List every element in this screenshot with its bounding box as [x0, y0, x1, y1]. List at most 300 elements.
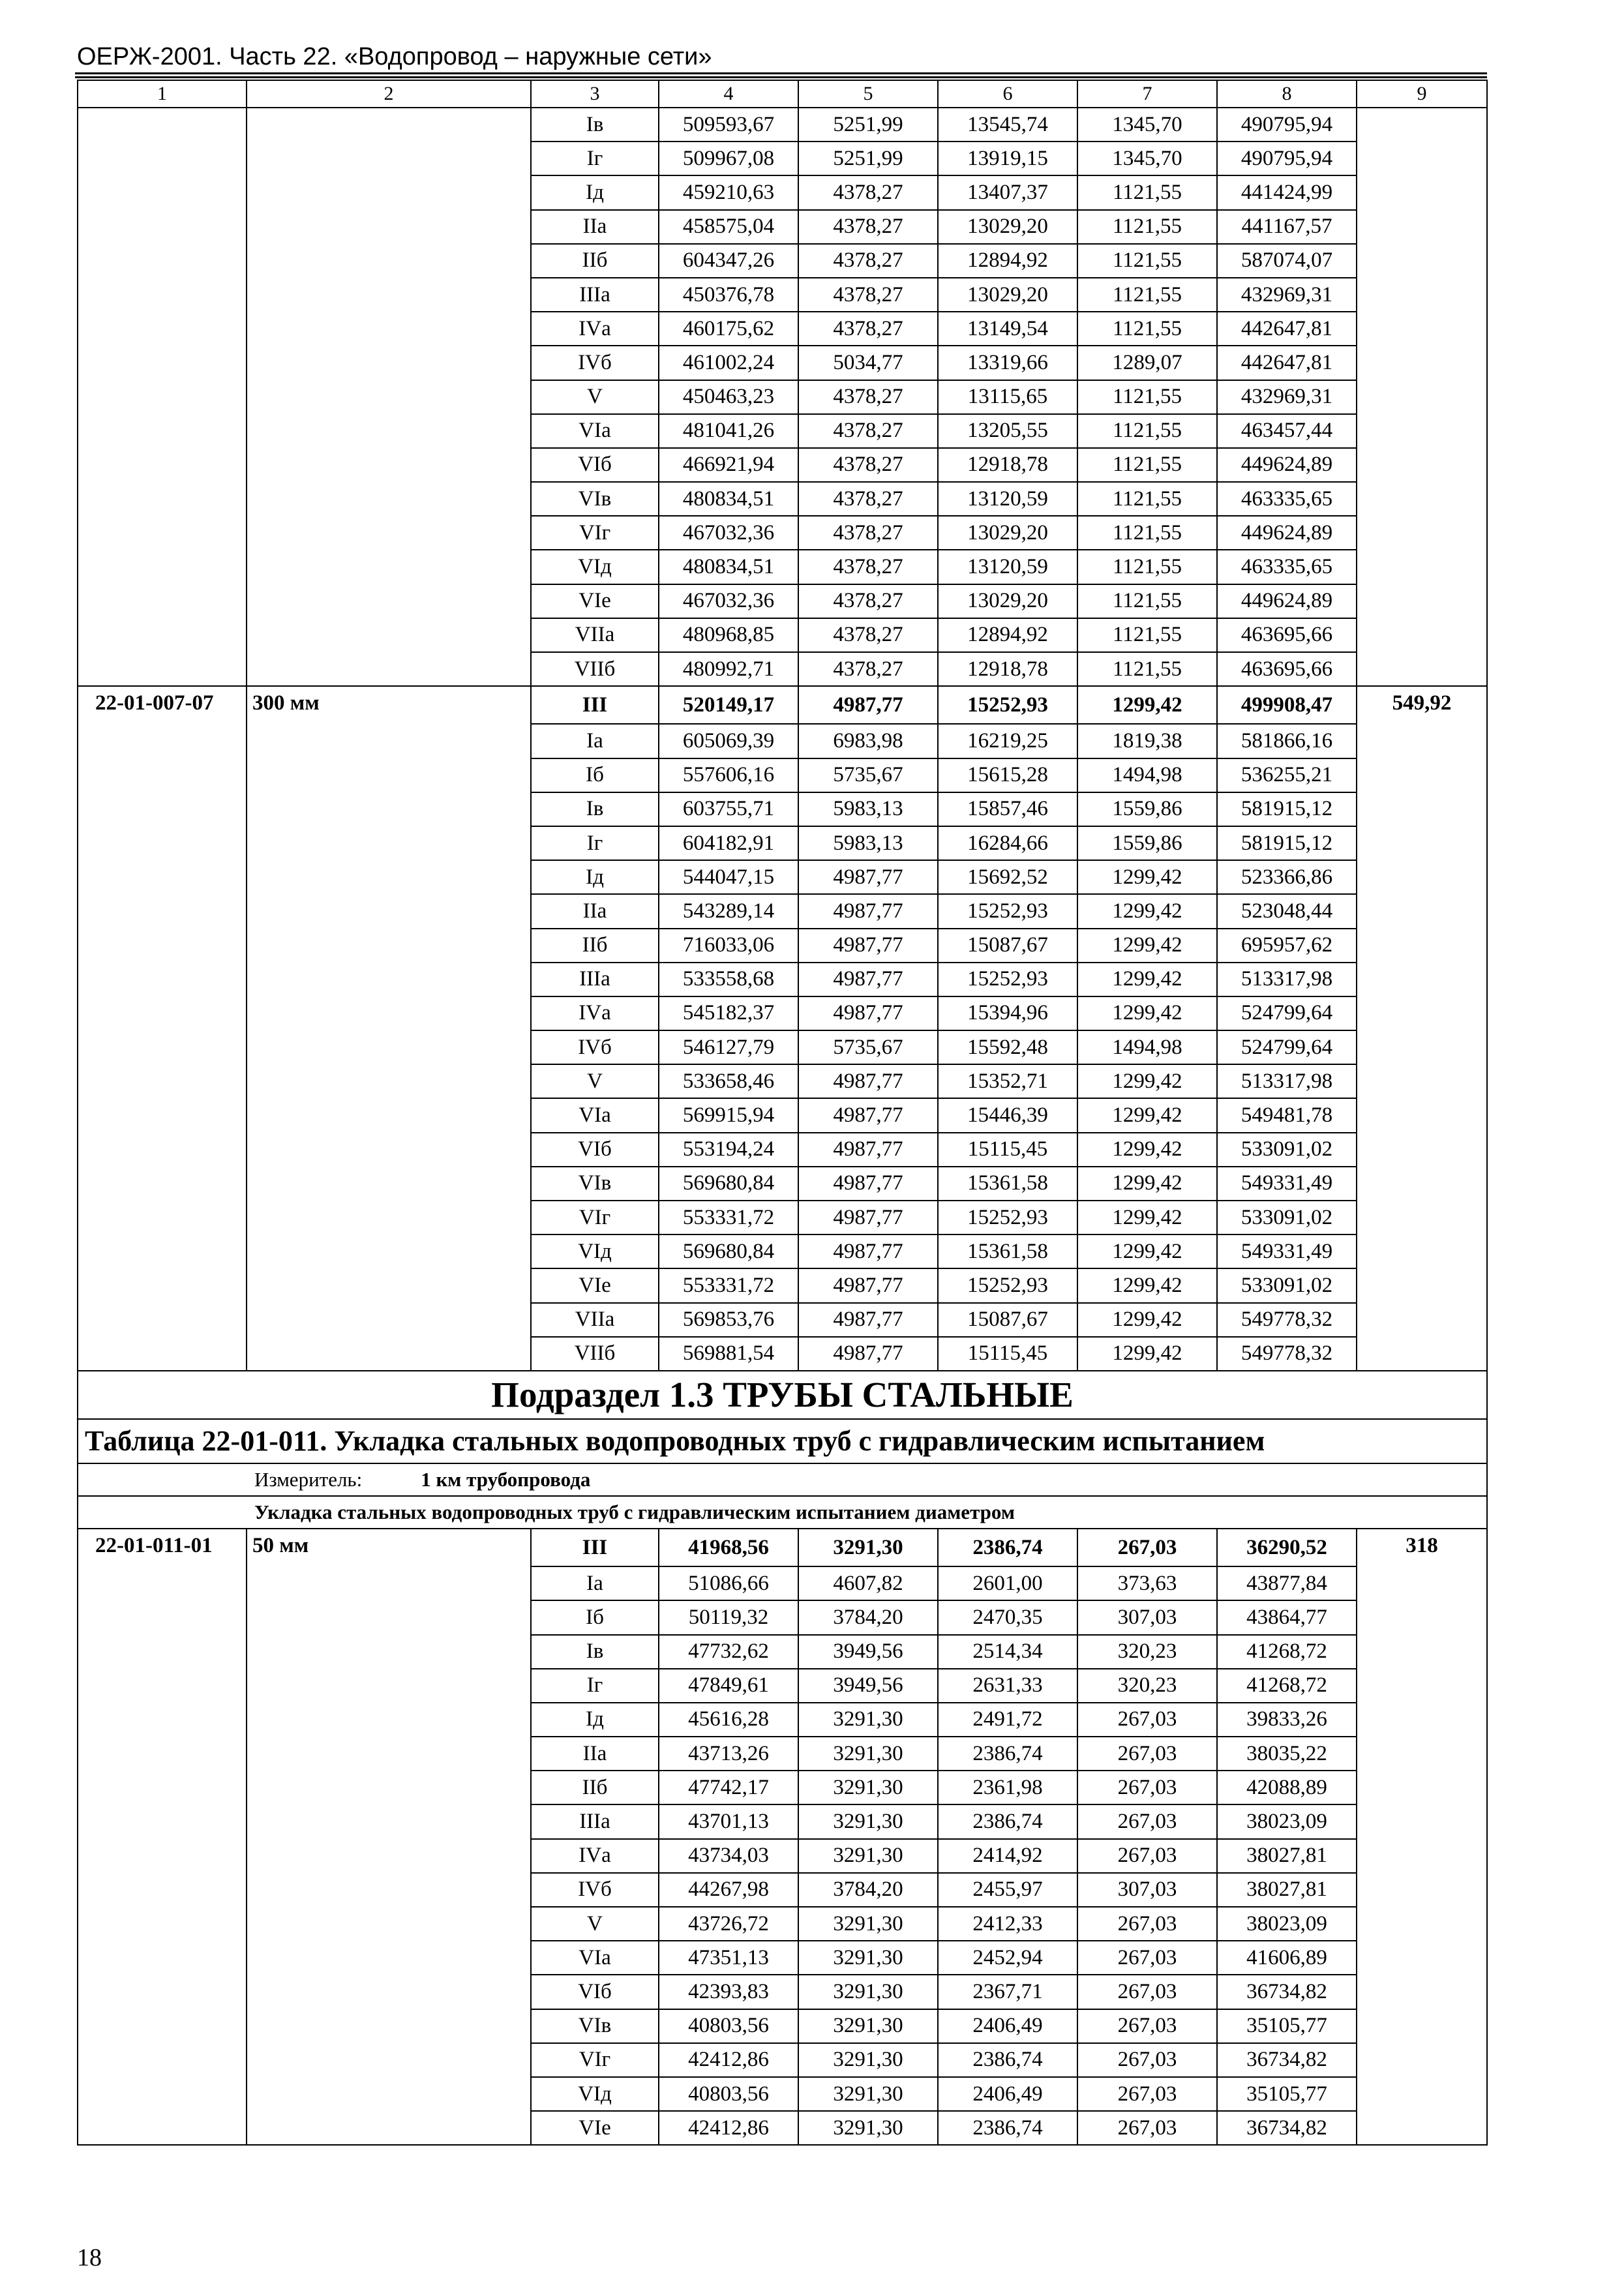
table-row: [78, 2077, 1487, 2111]
header-rule: [75, 76, 1487, 78]
value-cell: 1299,42: [1077, 996, 1217, 1030]
value-cell: 1121,55: [1077, 550, 1217, 584]
col9-cell: [1357, 2077, 1487, 2111]
diameter-cell: [247, 792, 531, 826]
value-cell: 716033,06: [659, 929, 798, 963]
value-cell: 47351,13: [659, 1941, 798, 1975]
value-cell: 1299,42: [1077, 929, 1217, 963]
variant-cell: Iв: [531, 1635, 659, 1669]
value-cell: 41268,72: [1217, 1635, 1357, 1669]
value-cell: 450463,23: [659, 380, 798, 414]
value-cell: 2491,72: [938, 1703, 1077, 1737]
diameter-cell: [247, 2077, 531, 2111]
value-cell: 5251,99: [798, 142, 938, 175]
table-row: [78, 1234, 1487, 1268]
table-row: [78, 2111, 1487, 2145]
diameter-cell: [247, 996, 531, 1030]
variant-cell: Iд: [531, 175, 659, 209]
value-cell: 41606,89: [1217, 1941, 1357, 1975]
code-cell: [78, 1600, 247, 1634]
col9-cell: [1357, 1234, 1487, 1268]
variant-cell: VIд: [531, 550, 659, 584]
value-cell: 509593,67: [659, 108, 798, 142]
value-cell: 450376,78: [659, 278, 798, 312]
value-cell: 569680,84: [659, 1234, 798, 1268]
code-cell: [78, 210, 247, 244]
col9-cell: [1357, 1703, 1487, 1737]
value-cell: 1289,07: [1077, 346, 1217, 380]
variant-cell: VIа: [531, 1098, 659, 1132]
table-row: [78, 1133, 1487, 1167]
diameter-cell: [247, 1064, 531, 1098]
value-cell: 1299,42: [1077, 963, 1217, 996]
value-cell: 320,23: [1077, 1635, 1217, 1669]
value-cell: 15361,58: [938, 1234, 1077, 1268]
col9-cell: [1357, 1030, 1487, 1064]
value-cell: 569853,76: [659, 1303, 798, 1337]
value-cell: 38023,09: [1217, 1804, 1357, 1838]
value-cell: 546127,79: [659, 1030, 798, 1064]
value-cell: 13029,20: [938, 278, 1077, 312]
code-cell: [78, 1771, 247, 1804]
value-cell: 15352,71: [938, 1064, 1077, 1098]
diameter-cell: [247, 448, 531, 482]
code-cell: [78, 1669, 247, 1703]
value-cell: 2367,71: [938, 1975, 1077, 2009]
col9-cell: [1357, 1873, 1487, 1907]
value-cell: 604182,91: [659, 826, 798, 860]
value-cell: 449624,89: [1217, 516, 1357, 550]
col9-cell: [1357, 1064, 1487, 1098]
column-number: 8: [1217, 80, 1357, 108]
value-cell: 4378,27: [798, 516, 938, 550]
value-cell: 523048,44: [1217, 894, 1357, 928]
value-cell: 2386,74: [938, 2043, 1077, 2077]
value-cell: 36734,82: [1217, 2043, 1357, 2077]
value-cell: 549778,32: [1217, 1303, 1357, 1337]
value-cell: 480834,51: [659, 482, 798, 516]
table-row: [78, 414, 1487, 448]
value-cell: 2631,33: [938, 1669, 1077, 1703]
diameter-cell: [247, 1268, 531, 1302]
variant-cell: IIб: [531, 244, 659, 278]
diameter-cell: [247, 1133, 531, 1167]
value-cell: 1121,55: [1077, 584, 1217, 618]
table-row: [78, 963, 1487, 996]
table-row: [78, 550, 1487, 584]
page-number: 18: [77, 2244, 102, 2271]
col9-cell: [1357, 758, 1487, 792]
table-row: [78, 1064, 1487, 1098]
value-cell: 15252,93: [938, 963, 1077, 996]
value-cell: 267,03: [1077, 1529, 1217, 1566]
value-cell: 544047,15: [659, 860, 798, 894]
table-row: [78, 482, 1487, 516]
col9-cell: [1357, 142, 1487, 175]
table-row: [78, 1201, 1487, 1234]
table-row: [78, 244, 1487, 278]
diameter-cell: [247, 1098, 531, 1132]
value-cell: 267,03: [1077, 1737, 1217, 1771]
diameter-cell: [247, 724, 531, 758]
column-number: 4: [659, 80, 798, 108]
code-cell: [78, 584, 247, 618]
value-cell: 36734,82: [1217, 2111, 1357, 2145]
table-row: [78, 860, 1487, 894]
value-cell: 36734,82: [1217, 1975, 1357, 2009]
value-cell: 267,03: [1077, 1839, 1217, 1873]
variant-cell: Iг: [531, 142, 659, 175]
diameter-cell: [247, 1804, 531, 1838]
column-number: 3: [531, 80, 659, 108]
table-row: [78, 1975, 1487, 2009]
diameter-cell: [247, 1737, 531, 1771]
measure-value: 1 км трубопровода: [421, 1467, 591, 1491]
value-cell: 15857,46: [938, 792, 1077, 826]
col9-cell: [1357, 1337, 1487, 1371]
table-row: [78, 1529, 1487, 1566]
value-cell: 13407,37: [938, 175, 1077, 209]
value-cell: 16219,25: [938, 724, 1077, 758]
col9-cell: [1357, 1133, 1487, 1167]
diameter-cell: [247, 1566, 531, 1600]
diameter-cell: 50 мм: [247, 1529, 531, 1566]
diameter-cell: [247, 1873, 531, 1907]
table-row: [78, 210, 1487, 244]
value-cell: 1121,55: [1077, 312, 1217, 346]
value-cell: 2386,74: [938, 1804, 1077, 1838]
value-cell: 307,03: [1077, 1873, 1217, 1907]
col9-cell: [1357, 312, 1487, 346]
value-cell: 499908,47: [1217, 686, 1357, 724]
value-cell: 458575,04: [659, 210, 798, 244]
code-cell: [78, 2111, 247, 2145]
table-row: [78, 792, 1487, 826]
variant-cell: VIг: [531, 1201, 659, 1234]
value-cell: 4987,77: [798, 1337, 938, 1371]
col9-cell: [1357, 414, 1487, 448]
measure-row: [78, 1463, 1487, 1496]
value-cell: 267,03: [1077, 2111, 1217, 2145]
value-cell: 569680,84: [659, 1167, 798, 1201]
variant-cell: IIб: [531, 929, 659, 963]
table-row: [78, 448, 1487, 482]
col9-cell: [1357, 1635, 1487, 1669]
value-cell: 3291,30: [798, 1907, 938, 1941]
value-cell: 13120,59: [938, 482, 1077, 516]
variant-cell: VIв: [531, 482, 659, 516]
table-row: [78, 2043, 1487, 2077]
diameter-cell: [247, 210, 531, 244]
value-cell: 4378,27: [798, 584, 938, 618]
diameter-cell: [247, 1635, 531, 1669]
value-cell: 1121,55: [1077, 618, 1217, 652]
code-cell: [78, 482, 247, 516]
col9-cell: [1357, 175, 1487, 209]
diameter-cell: [247, 929, 531, 963]
variant-cell: Iг: [531, 1669, 659, 1703]
col9-cell: [1357, 210, 1487, 244]
value-cell: 2386,74: [938, 1737, 1077, 1771]
value-cell: 307,03: [1077, 1600, 1217, 1634]
value-cell: 41968,56: [659, 1529, 798, 1566]
code-cell: [78, 1907, 247, 1941]
value-cell: 441424,99: [1217, 175, 1357, 209]
value-cell: 1299,42: [1077, 860, 1217, 894]
code-cell: [78, 894, 247, 928]
variant-cell: VIб: [531, 1975, 659, 2009]
value-cell: 1121,55: [1077, 516, 1217, 550]
column-number: 6: [938, 80, 1077, 108]
code-cell: [78, 1941, 247, 1975]
col9-cell: [1357, 996, 1487, 1030]
col9-cell: [1357, 929, 1487, 963]
value-cell: 553331,72: [659, 1201, 798, 1234]
code-cell: [78, 346, 247, 380]
variant-cell: III: [531, 1529, 659, 1566]
value-cell: 467032,36: [659, 584, 798, 618]
code-cell: [78, 312, 247, 346]
value-cell: 43864,77: [1217, 1600, 1357, 1634]
diameter-cell: [247, 618, 531, 652]
value-cell: 15087,67: [938, 1303, 1077, 1337]
variant-cell: VIб: [531, 1133, 659, 1167]
value-cell: 15087,67: [938, 929, 1077, 963]
col9-cell: [1357, 1771, 1487, 1804]
value-cell: 2386,74: [938, 1529, 1077, 1566]
diameter-cell: [247, 1703, 531, 1737]
col9-cell: [1357, 652, 1487, 686]
value-cell: 13029,20: [938, 210, 1077, 244]
table-title: Таблица 22-01-011. Укладка стальных водопроводных труб с гидравлическим испытанием: [78, 1419, 1487, 1463]
value-cell: 4378,27: [798, 482, 938, 516]
value-cell: 13115,65: [938, 380, 1077, 414]
value-cell: 267,03: [1077, 1975, 1217, 2009]
code-cell: [78, 1337, 247, 1371]
header-rule: [75, 72, 1487, 74]
column-number: 5: [798, 80, 938, 108]
variant-cell: VIе: [531, 584, 659, 618]
code-cell: [78, 724, 247, 758]
value-cell: 15252,93: [938, 1268, 1077, 1302]
code-cell: [78, 1873, 247, 1907]
value-cell: 16284,66: [938, 826, 1077, 860]
col9-cell: [1357, 1167, 1487, 1201]
variant-cell: IVб: [531, 1030, 659, 1064]
diameter-cell: [247, 482, 531, 516]
col9-cell: [1357, 1839, 1487, 1873]
code-cell: [78, 860, 247, 894]
value-cell: 1819,38: [1077, 724, 1217, 758]
table-row: [78, 996, 1487, 1030]
code-cell: [78, 1268, 247, 1302]
table-row: [78, 278, 1487, 312]
table-row: [78, 1600, 1487, 1634]
code-cell: [78, 963, 247, 996]
value-cell: 15692,52: [938, 860, 1077, 894]
diameter-cell: [247, 1337, 531, 1371]
value-cell: 43713,26: [659, 1737, 798, 1771]
code-cell: [78, 618, 247, 652]
diameter-cell: [247, 826, 531, 860]
variant-cell: Iв: [531, 792, 659, 826]
code-cell: [78, 1201, 247, 1234]
table-row: [78, 724, 1487, 758]
diameter-cell: [247, 550, 531, 584]
variant-cell: VIг: [531, 516, 659, 550]
variant-cell: V: [531, 380, 659, 414]
price-table: [77, 80, 1488, 2146]
code-cell: [78, 278, 247, 312]
value-cell: 4378,27: [798, 278, 938, 312]
variant-cell: IIа: [531, 1737, 659, 1771]
value-cell: 1299,42: [1077, 1098, 1217, 1132]
diameter-cell: [247, 312, 531, 346]
value-cell: 1299,42: [1077, 1133, 1217, 1167]
value-cell: 533658,46: [659, 1064, 798, 1098]
value-cell: 1299,42: [1077, 686, 1217, 724]
table-row: [78, 1941, 1487, 1975]
value-cell: 1299,42: [1077, 1337, 1217, 1371]
value-cell: 3291,30: [798, 1975, 938, 2009]
col9-cell: [1357, 380, 1487, 414]
variant-cell: VIд: [531, 2077, 659, 2111]
value-cell: 466921,94: [659, 448, 798, 482]
value-cell: 3291,30: [798, 1529, 938, 1566]
col9-cell: [1357, 482, 1487, 516]
code-cell: 22-01-007-07: [78, 686, 247, 724]
value-cell: 1345,70: [1077, 142, 1217, 175]
value-cell: 5983,13: [798, 826, 938, 860]
table-row: [78, 516, 1487, 550]
variant-cell: VIIа: [531, 1303, 659, 1337]
value-cell: 4987,77: [798, 1268, 938, 1302]
col9-cell: [1357, 516, 1487, 550]
value-cell: 2406,49: [938, 2009, 1077, 2043]
col9-cell: [1357, 1098, 1487, 1132]
variant-cell: Iб: [531, 1600, 659, 1634]
value-cell: 267,03: [1077, 1771, 1217, 1804]
value-cell: 460175,62: [659, 312, 798, 346]
diameter-cell: [247, 175, 531, 209]
value-cell: 15615,28: [938, 758, 1077, 792]
value-cell: 2361,98: [938, 1771, 1077, 1804]
diameter-cell: [247, 1669, 531, 1703]
value-cell: 4378,27: [798, 244, 938, 278]
value-cell: 45616,28: [659, 1703, 798, 1737]
value-cell: 524799,64: [1217, 1030, 1357, 1064]
code-cell: [78, 516, 247, 550]
table-row: [78, 175, 1487, 209]
value-cell: 43726,72: [659, 1907, 798, 1941]
value-cell: 4987,77: [798, 996, 938, 1030]
col9-cell: [1357, 1566, 1487, 1600]
value-cell: 461002,24: [659, 346, 798, 380]
code-cell: [78, 142, 247, 175]
diameter-cell: [247, 1600, 531, 1634]
variant-cell: IVа: [531, 996, 659, 1030]
code-cell: [78, 2077, 247, 2111]
diameter-cell: [247, 380, 531, 414]
variant-cell: IIIа: [531, 1804, 659, 1838]
diameter-cell: [247, 860, 531, 894]
value-cell: 2386,74: [938, 2111, 1077, 2145]
value-cell: 43701,13: [659, 1804, 798, 1838]
col9-cell: [1357, 1737, 1487, 1771]
value-cell: 4987,77: [798, 1064, 938, 1098]
value-cell: 533091,02: [1217, 1268, 1357, 1302]
diameter-cell: [247, 1907, 531, 1941]
diameter-cell: [247, 108, 531, 142]
col9-cell: [1357, 894, 1487, 928]
table-row: [78, 1303, 1487, 1337]
col9-cell: [1357, 724, 1487, 758]
table-row: [78, 1635, 1487, 1669]
diameter-cell: [247, 1303, 531, 1337]
value-cell: 15394,96: [938, 996, 1077, 1030]
variant-cell: VIа: [531, 414, 659, 448]
col9-cell: [1357, 278, 1487, 312]
value-cell: 3291,30: [798, 1771, 938, 1804]
value-cell: 605069,39: [659, 724, 798, 758]
variant-cell: Iа: [531, 724, 659, 758]
value-cell: 1121,55: [1077, 652, 1217, 686]
value-cell: 463335,65: [1217, 482, 1357, 516]
col9-cell: [1357, 550, 1487, 584]
variant-cell: VIд: [531, 1234, 659, 1268]
value-cell: 267,03: [1077, 1703, 1217, 1737]
variant-cell: VIв: [531, 2009, 659, 2043]
value-cell: 43877,84: [1217, 1566, 1357, 1600]
value-cell: 4987,77: [798, 963, 938, 996]
value-cell: 480992,71: [659, 652, 798, 686]
table-row: [78, 1771, 1487, 1804]
value-cell: 490795,94: [1217, 108, 1357, 142]
value-cell: 432969,31: [1217, 278, 1357, 312]
value-cell: 3291,30: [798, 1804, 938, 1838]
diameter-cell: [247, 1975, 531, 2009]
value-cell: 4987,77: [798, 929, 938, 963]
value-cell: 4987,77: [798, 1167, 938, 1201]
value-cell: 4607,82: [798, 1566, 938, 1600]
code-cell: [78, 2009, 247, 2043]
value-cell: 553331,72: [659, 1268, 798, 1302]
diameter-cell: [247, 1030, 531, 1064]
value-cell: 520149,17: [659, 686, 798, 724]
code-cell: [78, 1566, 247, 1600]
diameter-cell: [247, 1839, 531, 1873]
value-cell: 490795,94: [1217, 142, 1357, 175]
code-cell: [78, 758, 247, 792]
value-cell: 15115,45: [938, 1337, 1077, 1371]
value-cell: 13919,15: [938, 142, 1077, 175]
value-cell: 533091,02: [1217, 1201, 1357, 1234]
variant-cell: IIа: [531, 894, 659, 928]
value-cell: 39833,26: [1217, 1703, 1357, 1737]
value-cell: 1299,42: [1077, 1303, 1217, 1337]
table-row: [78, 894, 1487, 928]
value-cell: 15361,58: [938, 1167, 1077, 1201]
col9-cell: [1357, 1804, 1487, 1838]
value-cell: 12918,78: [938, 448, 1077, 482]
col9-cell: 549,92: [1357, 686, 1487, 724]
value-cell: 47849,61: [659, 1669, 798, 1703]
table-row: [78, 1419, 1487, 1463]
value-cell: 557606,16: [659, 758, 798, 792]
col9-cell: [1357, 108, 1487, 142]
value-cell: 3291,30: [798, 1737, 938, 1771]
table-row: [78, 1737, 1487, 1771]
